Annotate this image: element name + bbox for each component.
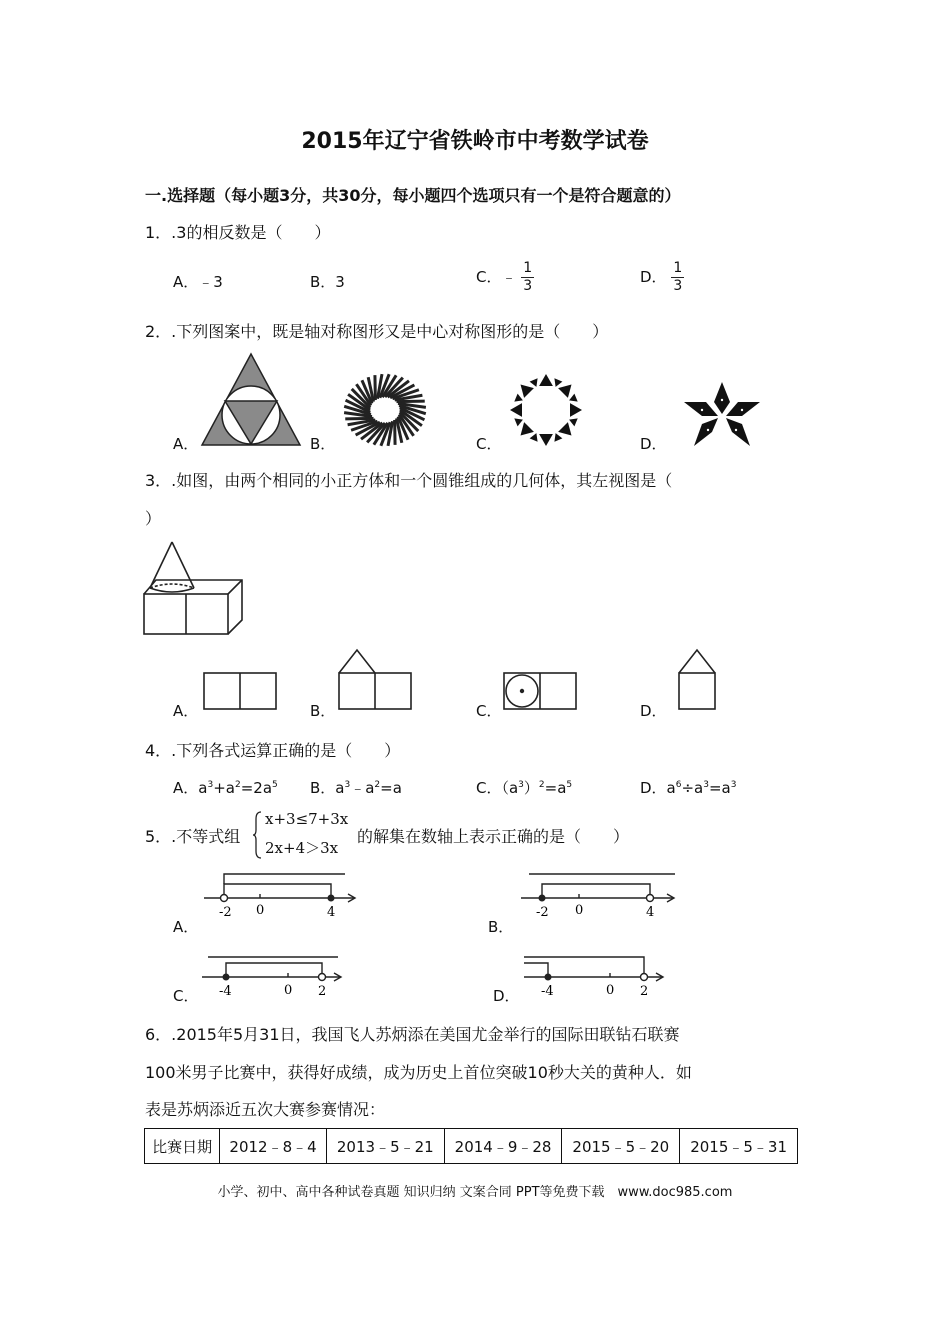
- question-1-stem: 1．.3的相反数是（ ）: [145, 223, 331, 242]
- q3-view-b-squares-triangle: [338, 648, 412, 710]
- q5-number-line-b: [517, 870, 679, 920]
- q4-option-b: B．$a^3﹣a^2=a$: [310, 779, 402, 797]
- table-header-cell: 比赛日期: [145, 1129, 220, 1164]
- q3-view-a-two-squares: [203, 672, 277, 710]
- q5-number-line-d: [522, 955, 668, 999]
- question-2-stem: 2．.下列图案中，既是轴对称图形又是中心对称图形的是（ ）: [145, 322, 609, 341]
- table-cell-date: 2015﹣5﹣31: [680, 1129, 798, 1164]
- question-6-line-1: 6．.2015年5月31日，我国飞人苏炳添在美国尤金举行的国际田联钻石联赛: [145, 1025, 680, 1044]
- q4-option-a: A．$a^3+a^2=2a^5$: [173, 779, 278, 797]
- table-cell-date: 2013﹣5﹣21: [326, 1129, 444, 1164]
- q3-view-c-squares-circle: [503, 672, 577, 710]
- question-5-stem-suffix: 的解集在数轴上表示正确的是（ ）: [357, 827, 630, 846]
- q5-inequality-1: x+3≤7+3x: [265, 810, 349, 828]
- q2-figure-a-triangle-circle: [200, 352, 302, 448]
- q5-number-line-c: [200, 955, 346, 999]
- table-cell-date: 2012﹣8﹣4: [220, 1129, 327, 1164]
- q4-option-d: D．$a^6\div a^3=a^3$: [640, 779, 737, 797]
- question-4-stem: 4．.下列各式运算正确的是（ ）: [145, 741, 401, 760]
- q3-view-d-square-triangle: [678, 648, 718, 710]
- q2-option-a: A．: [173, 435, 199, 453]
- tick-label: -4: [541, 984, 554, 999]
- question-5-stem-prefix: 5．.不等式组: [145, 827, 241, 846]
- tick-label: -2: [536, 905, 549, 920]
- fraction-numerator: 1: [673, 260, 683, 276]
- q1-option-c: [476, 260, 534, 295]
- tick-label: 4: [327, 905, 336, 920]
- q5-option-c: C．: [173, 987, 199, 1005]
- page-footer: 小学、初中、高中各种试卷真题 知识归纳 文案合同 PPT等免费下载 www.doc985.com: [217, 1185, 733, 1200]
- question-3-stem: 3．.如图，由两个相同的小正方体和一个圆锥组成的几何体，其左视图是（: [145, 471, 673, 490]
- q1-option-c-label: C．﹣: [476, 268, 517, 286]
- fraction-denominator: 3: [523, 278, 533, 294]
- q3-option-d: D．: [640, 702, 667, 720]
- tick-label: 0: [606, 983, 615, 998]
- tick-label: -2: [219, 905, 232, 920]
- q2-figure-b-ring: [342, 372, 428, 448]
- q2-option-c: C．: [476, 435, 502, 453]
- q2-figure-d-star-petals: [680, 380, 764, 450]
- q1-option-a: A．﹣3: [173, 273, 223, 291]
- q3-option-b: B．: [310, 702, 336, 720]
- q5-inequality-2: 2x+4＞3x: [265, 839, 339, 857]
- tick-label: -4: [219, 984, 232, 999]
- q4-option-c: C．$(a^3)^2=a^5$: [476, 779, 573, 797]
- fraction-numerator: 1: [523, 260, 533, 276]
- tick-label: 2: [318, 984, 327, 999]
- tick-label: 0: [575, 903, 584, 918]
- q3-option-c: C．: [476, 702, 502, 720]
- table-cell-date: 2015﹣5﹣20: [562, 1129, 680, 1164]
- section-heading: 一.选择题（每小题3分，共30分，每小题四个选项只有一个是符合题意的）: [145, 186, 681, 205]
- q2-option-d: D．: [640, 435, 667, 453]
- q5-option-a: A．: [173, 918, 199, 936]
- tick-label: 0: [256, 903, 265, 918]
- q1-option-c-fraction: [521, 260, 534, 295]
- fraction-denominator: 3: [673, 278, 683, 294]
- table-row: [145, 1129, 798, 1164]
- q1-option-d-fraction: [671, 260, 684, 295]
- q5-option-b: B．: [488, 918, 514, 936]
- tick-label: 2: [640, 984, 649, 999]
- q5-number-line-a: [200, 870, 360, 920]
- tick-label: 4: [646, 905, 655, 920]
- q1-option-d-label: D．: [640, 268, 667, 286]
- q3-solid-figure: [142, 540, 246, 636]
- question-6-line-2: 100米男子比赛中，获得好成绩，成为历史上首位突破10秒大关的黄种人．如: [145, 1063, 692, 1082]
- question-6-line-3: 表是苏炳添近五次大赛参赛情况：: [145, 1100, 386, 1119]
- q5-option-d: D．: [493, 987, 520, 1005]
- page-title: 2015年辽宁省铁岭市中考数学试卷: [301, 129, 649, 154]
- q2-option-b: B．: [310, 435, 336, 453]
- q3-option-a: A．: [173, 702, 199, 720]
- competition-table: [144, 1128, 798, 1164]
- tick-label: 0: [284, 983, 293, 998]
- q1-option-d: [640, 260, 684, 295]
- question-3-stem-continued: ）: [145, 509, 162, 528]
- q2-figure-c-triangle-ring: [505, 372, 587, 448]
- q1-option-b: B．3: [310, 273, 345, 291]
- brace-icon: [252, 811, 262, 859]
- table-cell-date: 2014﹣9﹣28: [444, 1129, 562, 1164]
